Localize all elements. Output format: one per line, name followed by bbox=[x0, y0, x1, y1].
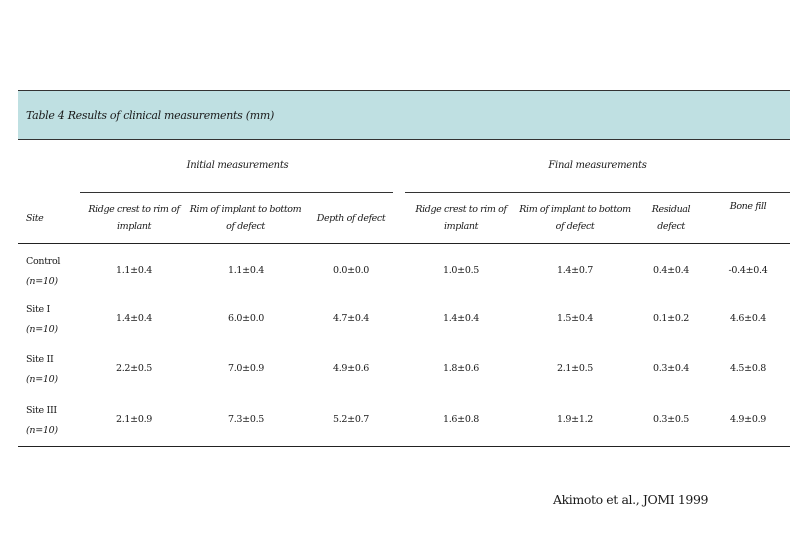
row-label bbox=[26, 252, 60, 292]
table-cell: 1.1±0.4 bbox=[227, 265, 265, 276]
table-cell: 0.1±0.2 bbox=[652, 313, 690, 324]
group-underline-initial bbox=[80, 192, 393, 193]
table-cell: 0.0±0.0 bbox=[332, 265, 370, 276]
col-header-site: Site bbox=[26, 213, 44, 224]
table-cell: 1.8±0.6 bbox=[442, 363, 480, 374]
table-title: Table 4 Results of clinical measurements (mm) bbox=[26, 109, 274, 122]
row-label bbox=[26, 300, 58, 340]
table-cell: 4.6±0.4 bbox=[729, 313, 767, 324]
row-label bbox=[26, 401, 58, 441]
table-cell: 2.1±0.5 bbox=[556, 363, 594, 374]
table-cell: 0.3±0.4 bbox=[652, 363, 690, 374]
bottom-rule bbox=[18, 446, 790, 447]
row-site: Site I bbox=[26, 304, 50, 315]
table-cell: 0.4±0.4 bbox=[652, 265, 690, 276]
table-cell: 4.7±0.4 bbox=[332, 313, 370, 324]
row-label bbox=[26, 350, 58, 390]
citation-credit: Akimoto et al., JOMI 1999 bbox=[553, 492, 709, 507]
table-cell: 5.2±0.7 bbox=[332, 414, 370, 425]
row-n: (n=10) bbox=[26, 374, 58, 385]
group-underline-final bbox=[405, 192, 790, 193]
table-cell: 4.9±0.6 bbox=[332, 363, 370, 374]
table-cell: 1.4±0.4 bbox=[115, 313, 153, 324]
table-cell: 1.1±0.4 bbox=[115, 265, 153, 276]
col-header-depth: Depth of defect bbox=[316, 213, 386, 224]
table-cell: 6.0±0.0 bbox=[227, 313, 265, 324]
col-header-rim-initial: Rim of implant to bottom of defect bbox=[189, 204, 302, 232]
table-cell: 1.4±0.7 bbox=[556, 265, 594, 276]
table-cell: 0.3±0.5 bbox=[652, 414, 690, 425]
table-cell: 4.9±0.9 bbox=[729, 414, 767, 425]
table-cell: 7.3±0.5 bbox=[227, 414, 265, 425]
col-header-residual: Residual defect bbox=[651, 204, 691, 232]
table-cell: 1.4±0.4 bbox=[442, 313, 480, 324]
table-cell: 1.9±1.2 bbox=[556, 414, 594, 425]
table-cell: 7.0±0.9 bbox=[227, 363, 265, 374]
col-header-ridge-initial: Ridge crest to rim of implant bbox=[88, 204, 180, 232]
row-site: Site II bbox=[26, 354, 54, 365]
row-site: Control bbox=[26, 256, 61, 267]
table-title-bar bbox=[18, 90, 790, 140]
table-cell: 2.2±0.5 bbox=[115, 363, 153, 374]
header-rule bbox=[18, 243, 790, 244]
row-site: Site III bbox=[26, 405, 57, 416]
group-header-initial: Initial measurements bbox=[186, 160, 289, 171]
table-cell: 1.6±0.8 bbox=[442, 414, 480, 425]
table-cell: 1.5±0.4 bbox=[556, 313, 594, 324]
table-cell: 1.0±0.5 bbox=[442, 265, 480, 276]
row-n: (n=10) bbox=[26, 425, 58, 436]
col-header-rim-final: Rim of implant to bottom of defect bbox=[519, 204, 631, 232]
row-n: (n=10) bbox=[26, 324, 58, 335]
table-cell: 2.1±0.9 bbox=[115, 414, 153, 425]
col-header-bonefill: Bone fill bbox=[729, 201, 767, 212]
table-cell: -0.4±0.4 bbox=[728, 265, 768, 276]
col-header-ridge-final: Ridge crest to rim of implant bbox=[415, 204, 507, 232]
table-cell: 4.5±0.8 bbox=[729, 363, 767, 374]
group-header-final: Final measurements bbox=[548, 160, 647, 171]
row-n: (n=10) bbox=[26, 276, 58, 287]
